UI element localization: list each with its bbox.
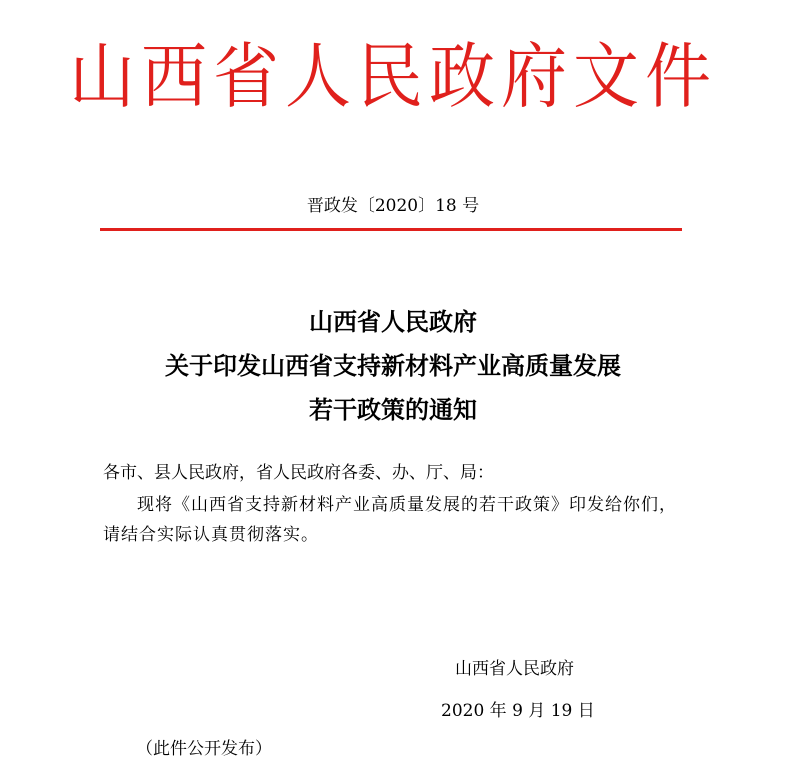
addressee-line: 各市、县人民政府，省人民政府各委、办、厅、局： xyxy=(103,463,494,483)
title-line-3: 若干政策的通知 xyxy=(309,395,477,424)
issue-date: 2020 年 9 月 19 日 xyxy=(441,701,595,721)
signature-issuer: 山西省人民政府 xyxy=(455,659,574,679)
body-paragraph: 现将《山西省支持新材料产业高质量发展的若干政策》印发给你们，请结合实际认真贯彻落实。 xyxy=(103,495,677,545)
title-line-1: 山西省人民政府 xyxy=(309,307,477,336)
document-header-title: 山西省人民政府文件 xyxy=(69,35,717,119)
document-title xyxy=(0,300,786,432)
document-number: 晋政发〔2020〕18 号 xyxy=(306,196,480,216)
header-divider-line xyxy=(100,228,682,231)
title-line-2: 关于印发山西省支持新材料产业高质量发展 xyxy=(165,351,621,380)
publish-note: （此件公开发布） xyxy=(136,739,272,759)
